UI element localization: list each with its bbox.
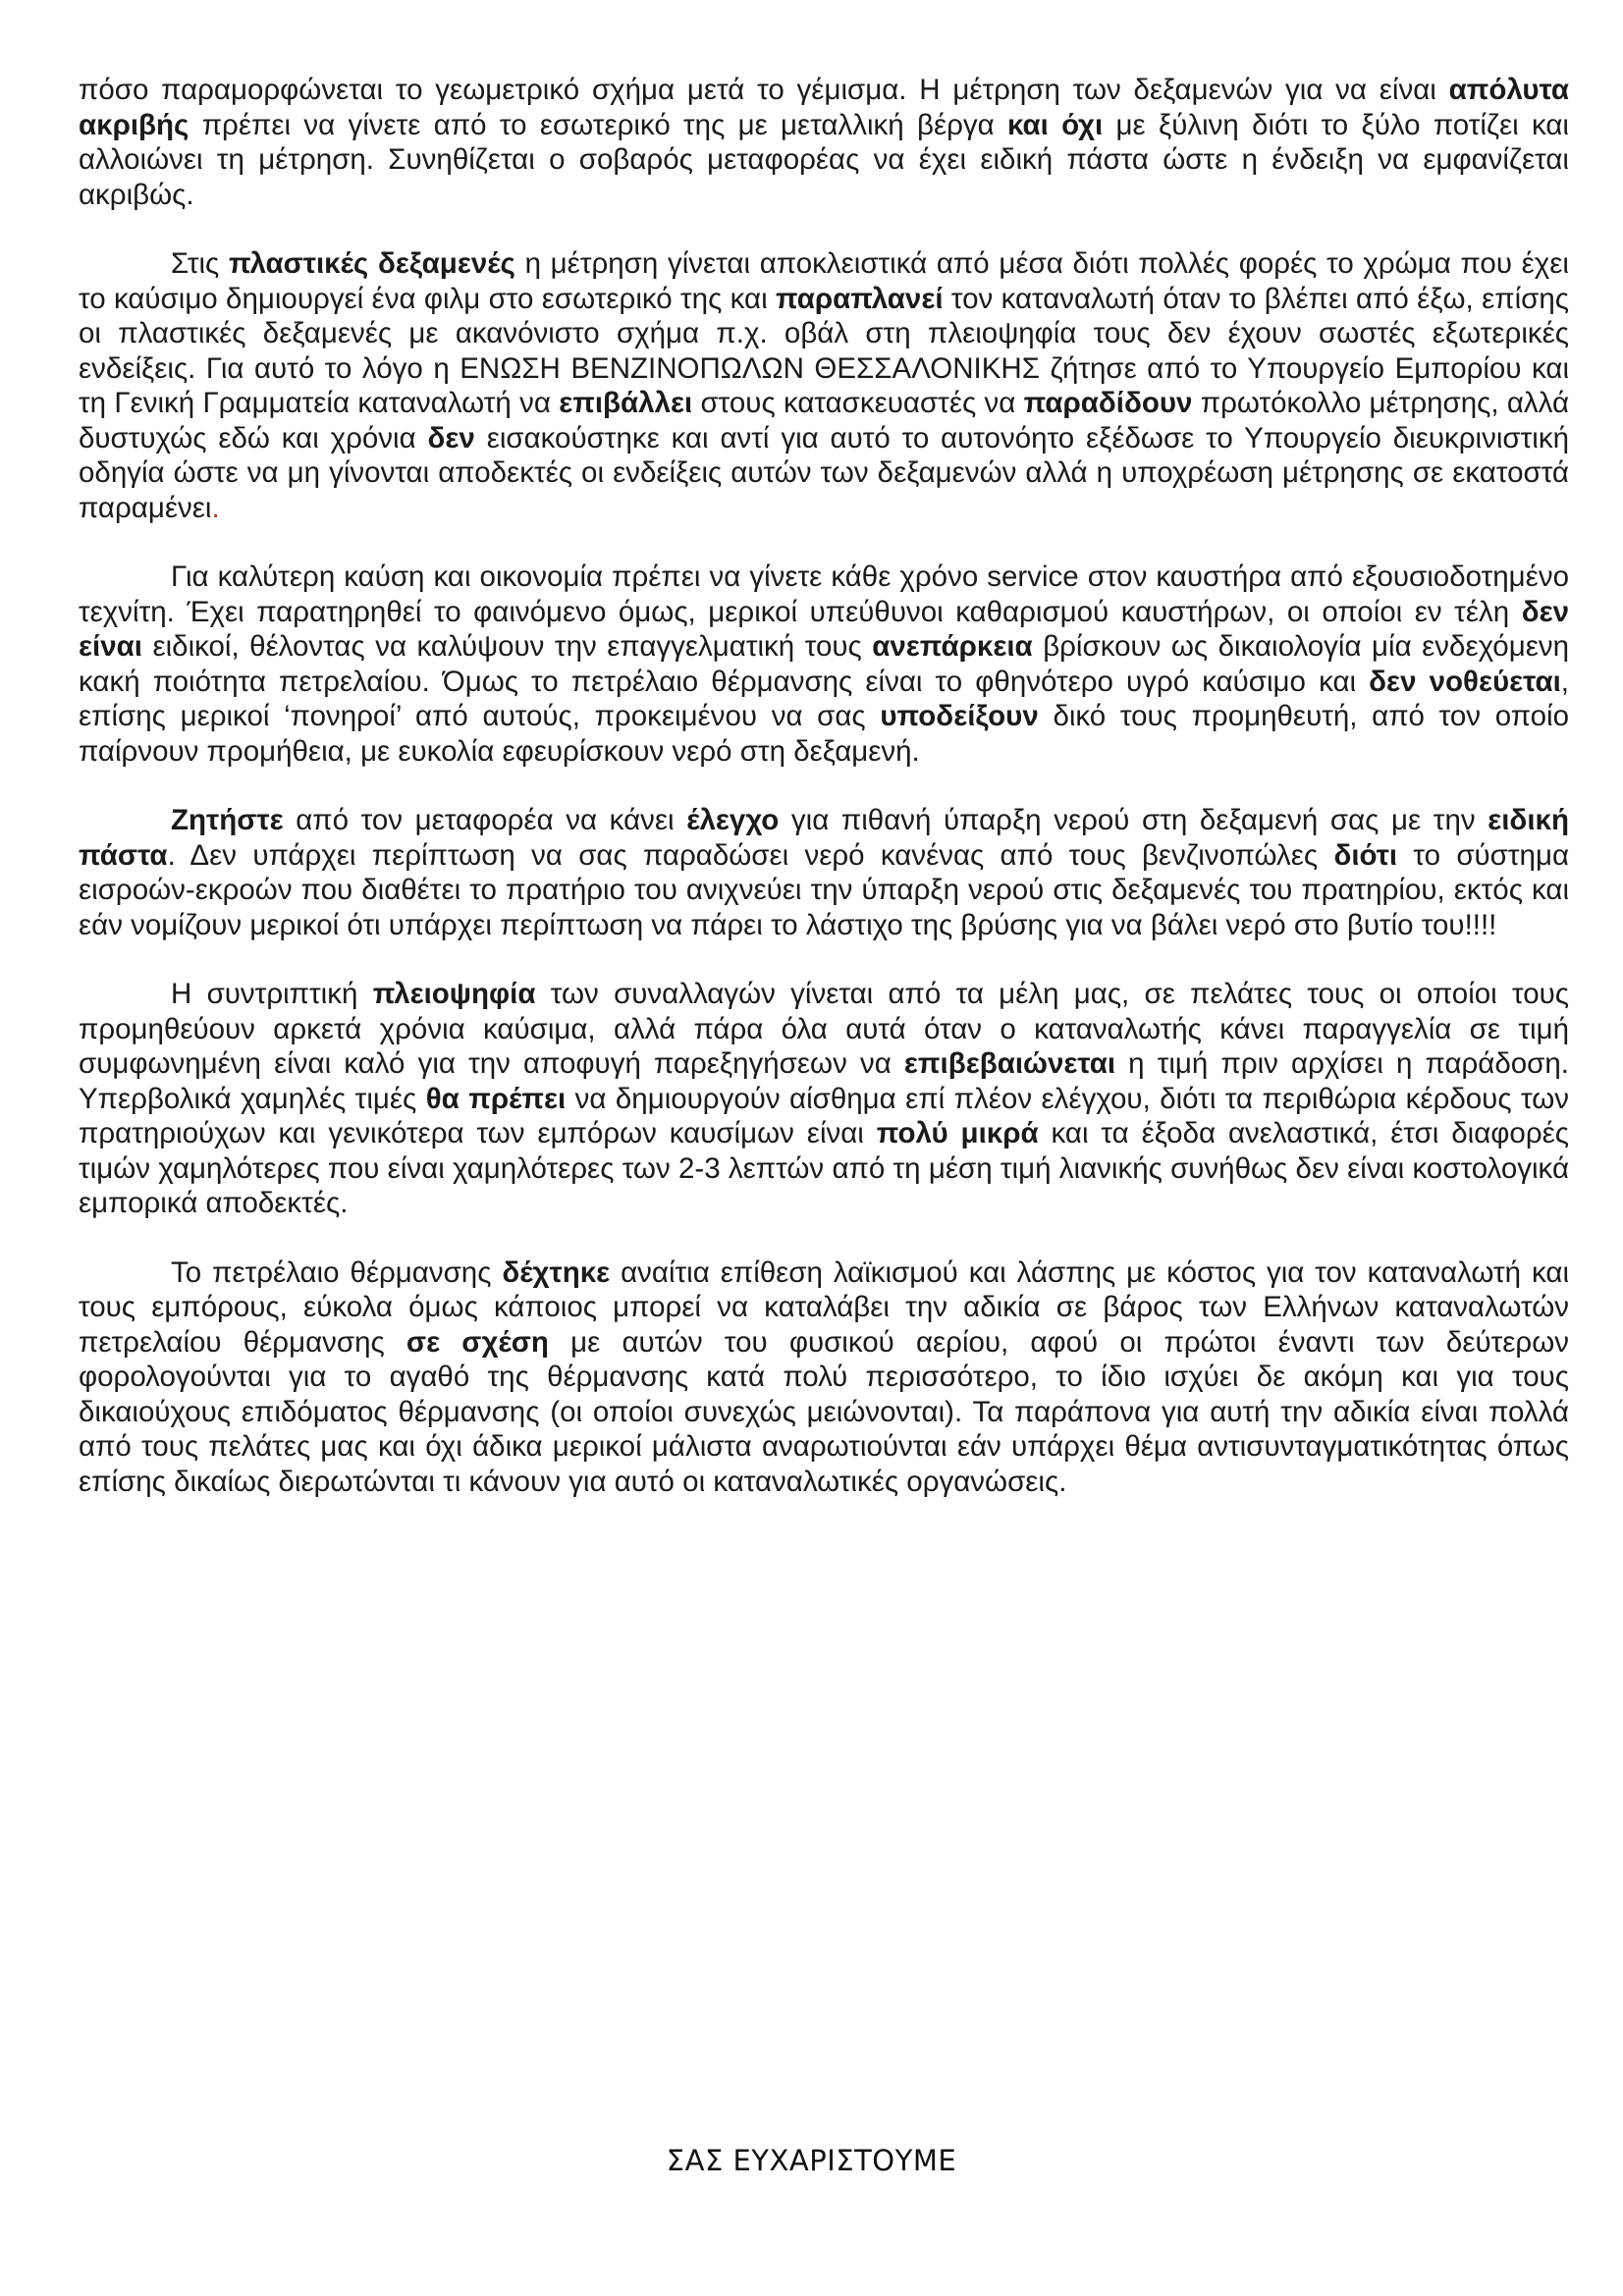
bold-phrase: παραδίδουν (1023, 387, 1193, 419)
text-run: από τον μεταφορέα να κάνει (283, 804, 687, 836)
bold-phrase: δέχτηκε (502, 1255, 611, 1289)
bold-phrase: επιβάλλει (559, 387, 693, 419)
text-run: για πιθανή ύπαρξη νερού στη δεξαμενή σας με την (779, 804, 1488, 836)
bold-phrase: υποδείξουν (880, 700, 1039, 732)
bold-phrase: και όχι (1007, 108, 1104, 141)
bold-phrase: πλειοψηφία (372, 978, 536, 1010)
bold-phrase: δεν είναι (79, 595, 1569, 663)
text-run: στους κατασκευαστές να (692, 387, 1024, 419)
text-run: η τιμή πριν αρχίσει η παράδοση. Υπερβολικά χαμηλές τιμές (79, 1047, 1569, 1115)
bold-phrase: επιβεβαιώνεται (903, 1047, 1116, 1080)
bold-phrase: Ζητήστε (171, 804, 284, 836)
text-run: και τα έξοδα ανελαστικά, έτσι διαφορές τιμών χαμηλότερες που είναι χαμηλότερες των 2-3 λεπτών από τη μέση τιμή λιανικής συνήθως δεν είναι κοστολογικά εμπορικά αποδεκτές. (79, 1117, 1569, 1219)
text-run: πόσο παραμορφώνεται το γεωμετρικό σχήμα μετά το γέμισμα. Η μέτρηση των δεξαμενών για να είναι (79, 74, 1449, 106)
paragraph-5 (79, 977, 1569, 1221)
text-run: των συναλλαγών γίνεται από τα μέλη μας, σε πελάτες τους οι οποίοι τους προμηθεύουν αρκετά χρόνια καύσιμα, αλλά πάρα όλα αυτά όταν ο καταναλωτής κάνει παραγγελία σε τιμή συμφωνημένη είναι καλό για την αποφυγή παρεξηγήσεων να (79, 978, 1569, 1080)
text-run: το σύστημα εισροών-εκροών που διαθέτει το πρατήριο του ανιχνεύει την ύπαρξη νερού στις δεξαμενές του πρατηρίου, εκτός και εάν νομίζουν μερικοί ότι υπάρχει περίπτωση να πάρει το λάστιχο της βρύσης για να βάλει νερό στο βυτίο του!!!! (79, 838, 1569, 941)
paragraph-3 (79, 560, 1569, 769)
bold-phrase: πλαστικές δεξαμενές (228, 247, 515, 280)
text-run: βρίσκουν ως δικαιολογία μία ενδεχόμενη κακή ποιότητα πετρελαίου. Όμως το πετρέλαιο θέρμανσης είναι το φθηνότερο υγρό καύσιμο και (79, 630, 1569, 698)
paragraph-1 (79, 73, 1569, 212)
text-run: Στις (171, 247, 229, 280)
text-run: ειδικοί, θέλοντας να καλύψουν την επαγγελματική τους (141, 630, 873, 663)
closing-thanks: ΣΑΣ ΕΥΧΑΡΙΣΤΟΥΜΕ (666, 2144, 957, 2177)
text-run: εισακούστηκε και αντί για αυτό το αυτονόητο εξέδωσε το Υπουργείο διευκρινιστική οδηγία ώστε να μη γίνονται αποδεκτές οι ενδείξεις αυτών των δεξαμενών αλλά η υποχρέωση μέτρησης σε εκατοστά παραμένει (79, 421, 1569, 524)
bold-phrase: παραπλανεί (775, 282, 944, 315)
bold-phrase: απόλυτα ακριβής (79, 74, 1569, 141)
text-run: η μέτρηση γίνεται αποκλειστικά από μέσα διότι πολλές φορές το χρώμα που έχει το καύσιμο δημιουργεί ένα φιλμ στο εσωτερικό της και (79, 247, 1569, 315)
paragraph-2 (79, 246, 1569, 525)
bold-phrase: ανεπάρκεια (872, 630, 1033, 663)
text-run: πρέπει να γίνετε από το εσωτερικό της με μεταλλική βέργα (189, 108, 1007, 141)
document-body (79, 73, 1569, 1533)
paragraph-4 (79, 803, 1569, 942)
text-run: Το πετρέλαιο θέρμανσης (171, 1255, 503, 1289)
text-run: με ξύλινη διότι το ξύλο ποτίζει και αλλοιώνει τη μέτρηση. Συνηθίζεται ο σοβαρός μεταφορέας να έχει ειδική πάστα ώστε η ένδειξη να εμφανίζεται ακριβώς. (79, 108, 1569, 211)
text-run: Η συντριπτική (171, 978, 373, 1010)
text-run: , επίσης μερικοί ‘πονηροί’ από αυτούς, προκειμένου να σας (79, 665, 1569, 732)
text-run: αναίτια επίθεση λαϊκισμού και λάσπης με κόστος για τον καταναλωτή και τους εμπόρους, εύκολα όμως κάποιος μπορεί να καταλάβει την αδικία σε βάρος των Ελλήνων καταναλωτών πετρελαίου θέρμανσης (79, 1255, 1570, 1359)
bold-phrase: δεν (427, 421, 475, 454)
text-run: να δημιουργούν αίσθημα επί πλέον ελέγχου, διότι τα περιθώρια κέρδους των πρατηριούχων και γενικότερα των εμπόρων καυσίμων είναι (79, 1082, 1569, 1149)
bold-phrase: διότι (1333, 838, 1398, 872)
text-run: . Δεν υπάρχει περίπτωση να σας παραδώσει νερό κανένας από τους βενζινοπώλες (167, 838, 1334, 872)
bold-phrase: θα πρέπει (425, 1082, 567, 1115)
bold-phrase: έλεγχο (686, 804, 780, 836)
bold-phrase: ειδική πάστα (79, 804, 1569, 872)
text-run: πρωτόκολλο μέτρησης, αλλά δυστυχώς εδώ και χρόνια (79, 387, 1569, 454)
text-run: δικό τους προμηθευτή, από τον οποίο παίρνουν προμήθεια, με ευκολία εφευρίσκουν νερό στη δεξαμενή. (79, 700, 1570, 768)
text-run: Για καλύτερη καύση και οικονομία πρέπει να γίνετε κάθε χρόνο service στον καυστήρα από εξουσιοδοτημένο τεχνίτη. Έχει παρατηρηθεί το φαινόμενο όμως, μερικοί υπεύθυνοι καθαρισμού καυστήρων, οι οποίοι εν τέλη (79, 561, 1569, 628)
bold-phrase: σε σχέση (406, 1325, 549, 1359)
bold-phrase: δεν νοθεύεται (1369, 665, 1561, 698)
text-run: με αυτών του φυσικού αερίου, αφού οι πρώτοι έναντι των δεύτερων φορολογούνται για το αγαθό της θέρμανσης κατά πολύ περισσότερο, το ίδιο ισχύει δε ακόμη και για τους δικαιούχους επιδόματος θέρμανσης (οι οποίοι συνεχώς μειώνονται). Τα παράπονα για αυτή την αδικία είναι πολλά από τους πελάτες μας και όχι άδικα μερικοί μάλιστα αναρωτιούνται εάν υπάρχει θέμα αντισυνταγματικότητας όπως επίσης δικαίως διερωτώνται τι κάνουν για αυτό οι καταναλωτικές οργανώσεις. (79, 1325, 1569, 1498)
red-punctuation: . (211, 491, 220, 524)
bold-phrase: πολύ μικρά (876, 1117, 1039, 1149)
text-run: τον καταναλωτή όταν το βλέπει από έξω, επίσης οι πλαστικές δεξαμενές με ακανόνιστο σχήμα π.χ. οβάλ στη πλειοψηφία τους δεν έχουν σωστές εξωτερικές ενδείξεις. Για αυτό το λόγο η ΕΝΩΣΗ ΒΕΝΖΙΝΟΠΩΛΩΝ ΘΕΣΣΑΛΟΝΙΚΗΣ ζήτησε από το Υπουργείο Εμπορίου και τη Γενική Γραμματεία καταναλωτή να (79, 282, 1569, 419)
paragraph-6 (79, 1255, 1569, 1500)
